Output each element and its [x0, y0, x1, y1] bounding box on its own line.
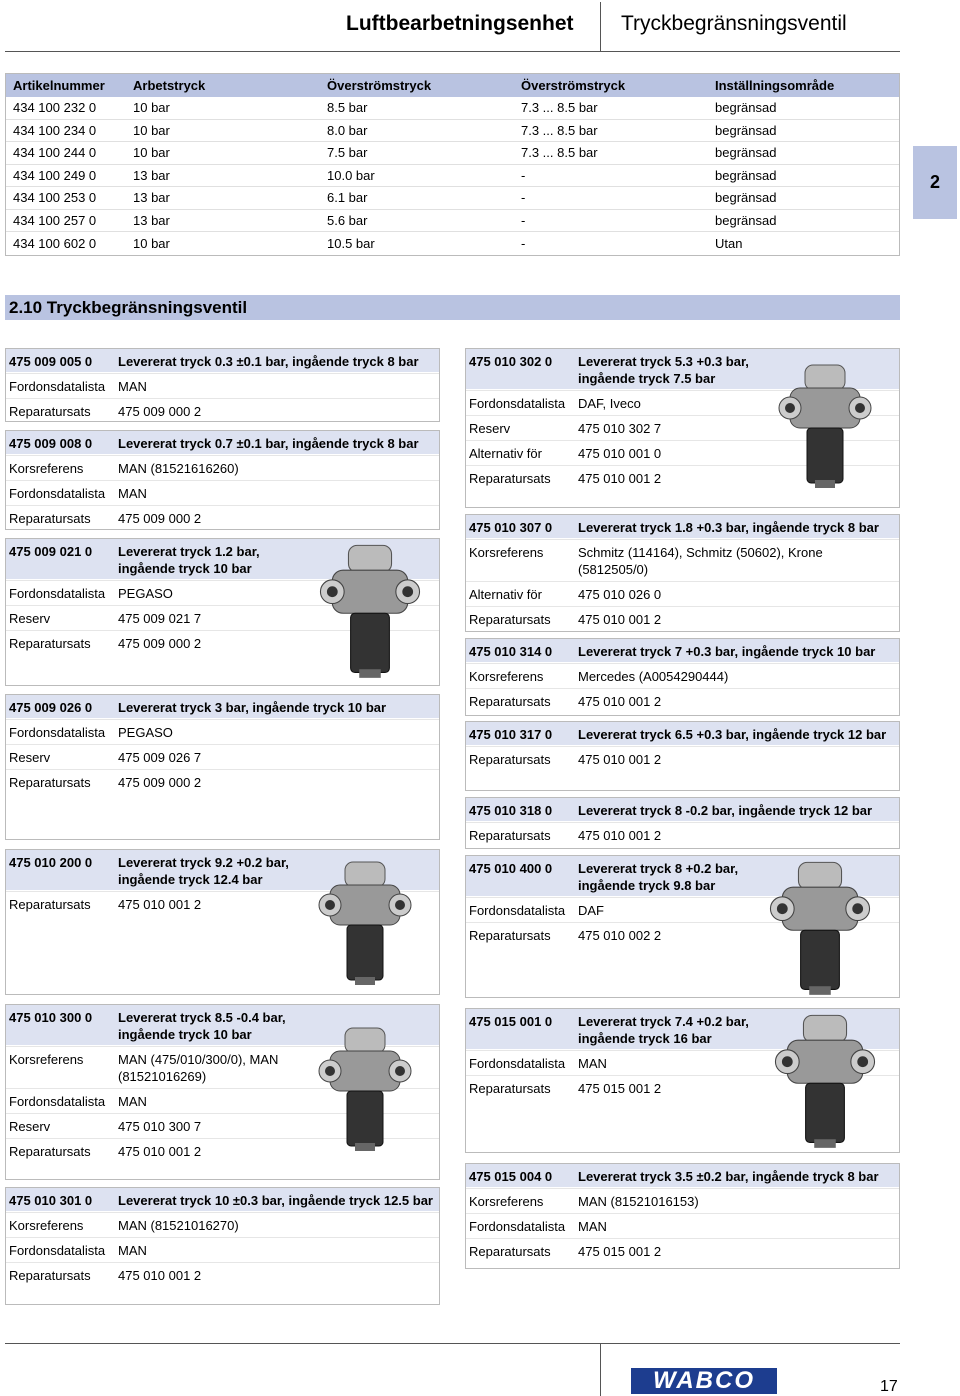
- detail-row: [6, 373, 439, 398]
- product-header: [466, 515, 899, 539]
- product-description: Levererat tryck 5.3 +0.3 bar, ingående tryck 7.5 bar: [578, 354, 749, 386]
- detail-value: 475 010 001 0: [578, 446, 662, 461]
- detail-value: MAN: [118, 1094, 147, 1109]
- product-header: [6, 349, 439, 373]
- footer-rule: [5, 1343, 900, 1344]
- product-description: Levererat tryck 3 bar, ingående tryck 10 bar: [118, 700, 387, 715]
- table-cell: 10.0 bar: [327, 167, 375, 183]
- detail-label: Fordonsdatalista: [469, 396, 566, 411]
- table-cell: -: [521, 235, 526, 251]
- header-title-left: Luftbearbetningsenhet: [346, 12, 574, 35]
- article-number[interactable]: 475 010 200 0: [9, 855, 93, 870]
- detail-value: 475 010 001 2: [578, 694, 662, 709]
- product-description: Levererat tryck 0.7 ±0.1 bar, ingående tryck 8 bar: [118, 436, 419, 451]
- section-title: 2.10 Tryckbegränsningsventil: [5, 295, 900, 320]
- detail-label: Reparatursats: [9, 775, 91, 790]
- product-header: [466, 639, 899, 663]
- product-card: [5, 694, 440, 840]
- chapter-tab[interactable]: 2: [913, 146, 957, 219]
- wabco-logo: WABCO: [631, 1368, 777, 1394]
- product-card: [5, 430, 440, 530]
- article-number[interactable]: 475 010 317 0: [469, 727, 553, 742]
- table-cell: 434 100 257 0: [13, 212, 97, 228]
- detail-value: 475 010 001 2: [578, 752, 662, 767]
- detail-label: Reparatursats: [469, 1081, 551, 1096]
- header-title-right: Tryckbegränsningsventil: [621, 12, 847, 35]
- detail-row: [466, 1238, 899, 1263]
- article-number[interactable]: 475 010 300 0: [9, 1010, 93, 1025]
- valve-product-image: [775, 350, 875, 505]
- detail-value: 475 009 026 7: [118, 750, 202, 765]
- table-row: [6, 210, 899, 233]
- detail-label: Korsreferens: [469, 1194, 544, 1209]
- col-header: Överströmstryck: [327, 78, 432, 93]
- product-description: Levererat tryck 8 -0.2 bar, ingående tryck 12 bar: [578, 803, 873, 818]
- detail-label: Reparatursats: [469, 694, 551, 709]
- detail-value: MAN: [578, 1219, 607, 1234]
- detail-label: Korsreferens: [9, 1218, 84, 1233]
- detail-label: Fordonsdatalista: [469, 1219, 566, 1234]
- detail-value: Schmitz (114164), Schmitz (50602), Krone (5812505/0): [578, 545, 823, 577]
- table-cell: 5.6 bar: [327, 212, 368, 228]
- header-rule: [5, 51, 900, 52]
- valve-product-image: [305, 540, 435, 685]
- detail-label: Reparatursats: [469, 471, 551, 486]
- table-cell: 434 100 253 0: [13, 190, 97, 206]
- detail-label: Alternativ för: [469, 446, 542, 461]
- detail-row: [466, 1188, 899, 1213]
- detail-label: Reparatursats: [9, 1144, 91, 1159]
- detail-label: Reparatursats: [469, 1244, 551, 1259]
- article-number[interactable]: 475 010 301 0: [9, 1193, 93, 1208]
- detail-row: [466, 581, 899, 606]
- col-header: Överströmstryck: [521, 78, 626, 93]
- detail-row: [6, 505, 439, 530]
- product-header: [6, 431, 439, 455]
- detail-value: MAN: [118, 1243, 147, 1258]
- detail-label: Reparatursats: [469, 752, 551, 767]
- spec-table-header: [6, 74, 899, 97]
- detail-row: [466, 746, 899, 771]
- detail-label: Reparatursats: [469, 928, 551, 943]
- article-number[interactable]: 475 010 307 0: [469, 520, 553, 535]
- detail-label: Fordonsdatalista: [9, 725, 106, 740]
- detail-value: 475 009 000 2: [118, 404, 202, 419]
- product-card: [465, 797, 900, 849]
- table-cell: 434 100 249 0: [13, 167, 97, 183]
- product-header: [466, 722, 899, 746]
- detail-value: PEGASO: [118, 725, 173, 740]
- spec-table: [5, 73, 900, 256]
- table-cell: 8.5 bar: [327, 100, 368, 116]
- table-cell: 10 bar: [133, 145, 170, 161]
- detail-value: MAN (81521616260): [118, 461, 239, 476]
- col-header: Artikelnummer: [13, 78, 105, 93]
- detail-label: Fordonsdatalista: [9, 1243, 106, 1258]
- valve-product-image: [315, 1008, 415, 1173]
- product-card: [5, 1187, 440, 1305]
- product-header: [466, 798, 899, 822]
- table-cell: 13 bar: [133, 167, 170, 183]
- valve-product-image: [765, 1010, 885, 1155]
- detail-value: 475 015 001 2: [578, 1244, 662, 1259]
- table-cell: begränsad: [715, 212, 777, 228]
- detail-label: Reserv: [9, 750, 51, 765]
- table-cell: 10 bar: [133, 235, 170, 251]
- article-number[interactable]: 475 009 005 0: [9, 354, 93, 369]
- product-card: [465, 721, 900, 791]
- detail-value: 475 010 001 2: [578, 612, 662, 627]
- table-row: [6, 232, 899, 255]
- article-number[interactable]: 475 009 021 0: [9, 544, 93, 559]
- detail-label: Reserv: [469, 421, 511, 436]
- detail-row: [6, 455, 439, 480]
- table-cell: 434 100 234 0: [13, 122, 97, 138]
- table-cell: 10.5 bar: [327, 235, 375, 251]
- article-number[interactable]: 475 015 001 0: [469, 1014, 553, 1029]
- detail-row: [466, 663, 899, 688]
- detail-label: Reparatursats: [9, 1268, 91, 1283]
- product-description: Levererat tryck 8 +0.2 bar, ingående tryck 9.8 bar: [578, 861, 739, 893]
- detail-value: 475 009 021 7: [118, 611, 202, 626]
- product-header: [6, 695, 439, 719]
- article-number[interactable]: 475 009 008 0: [9, 436, 93, 451]
- product-card: [5, 348, 440, 422]
- product-description: Levererat tryck 7.4 +0.2 bar, ingående tryck 16 bar: [578, 1014, 749, 1046]
- table-cell: begränsad: [715, 167, 777, 183]
- footer-divider: [600, 1343, 601, 1396]
- detail-label: Fordonsdatalista: [9, 1094, 106, 1109]
- detail-row: [466, 539, 899, 581]
- detail-value: 475 009 000 2: [118, 511, 202, 526]
- table-row: [6, 120, 899, 143]
- table-row: [6, 165, 899, 188]
- product-description: Levererat tryck 0.3 ±0.1 bar, ingående tryck 8 bar: [118, 354, 419, 369]
- detail-label: Reparatursats: [9, 511, 91, 526]
- detail-value: 475 015 001 2: [578, 1081, 662, 1096]
- detail-value: 475 010 300 7: [118, 1119, 202, 1134]
- detail-label: Fordonsdatalista: [469, 903, 566, 918]
- table-cell: Utan: [715, 235, 743, 251]
- detail-label: Reparatursats: [9, 897, 91, 912]
- table-cell: begränsad: [715, 190, 777, 206]
- detail-value: 475 010 001 2: [118, 897, 202, 912]
- table-cell: begränsad: [715, 145, 777, 161]
- table-row: [6, 97, 899, 120]
- detail-row: [466, 688, 899, 713]
- detail-value: MAN: [118, 486, 147, 501]
- header-divider: [600, 2, 601, 52]
- detail-label: Korsreferens: [469, 669, 544, 684]
- table-cell: 8.0 bar: [327, 122, 368, 138]
- detail-row: [6, 1237, 439, 1262]
- detail-label: Fordonsdatalista: [9, 379, 106, 394]
- detail-label: Fordonsdatalista: [9, 486, 106, 501]
- table-cell: 13 bar: [133, 190, 170, 206]
- detail-value: PEGASO: [118, 586, 173, 601]
- table-cell: -: [521, 212, 526, 228]
- product-description: Levererat tryck 1.2 bar, ingående tryck 10 bar: [118, 544, 260, 576]
- detail-label: Reparatursats: [469, 612, 551, 627]
- table-cell: 13 bar: [133, 212, 170, 228]
- table-cell: begränsad: [715, 122, 777, 138]
- detail-row: [466, 822, 899, 847]
- article-number[interactable]: 475 009 026 0: [9, 700, 93, 715]
- detail-row: [6, 480, 439, 505]
- product-description: Levererat tryck 3.5 ±0.2 bar, ingående tryck 8 bar: [578, 1169, 879, 1184]
- table-cell: 10 bar: [133, 100, 170, 116]
- detail-value: 475 010 026 0: [578, 587, 662, 602]
- detail-value: 475 009 000 2: [118, 636, 202, 651]
- detail-row: [6, 719, 439, 744]
- detail-row: [6, 1212, 439, 1237]
- table-cell: 7.3 ... 8.5 bar: [521, 122, 598, 138]
- product-card: [465, 638, 900, 716]
- detail-value: MAN: [578, 1056, 607, 1071]
- detail-label: Korsreferens: [469, 545, 544, 560]
- table-row: [6, 142, 899, 165]
- table-cell: 434 100 232 0: [13, 100, 97, 116]
- product-description: Levererat tryck 6.5 +0.3 bar, ingående tryck 12 bar: [578, 727, 887, 742]
- product-card: [465, 1163, 900, 1269]
- detail-label: Reparatursats: [469, 828, 551, 843]
- table-cell: 7.3 ... 8.5 bar: [521, 145, 598, 161]
- detail-value: MAN (81521016153): [578, 1194, 699, 1209]
- detail-label: Reparatursats: [9, 636, 91, 651]
- detail-label: Reserv: [9, 611, 51, 626]
- product-card: [465, 514, 900, 632]
- table-cell: 6.1 bar: [327, 190, 368, 206]
- product-description: Levererat tryck 10 ±0.3 bar, ingående tryck 12.5 bar: [118, 1193, 433, 1208]
- table-cell: 7.3 ... 8.5 bar: [521, 100, 598, 116]
- table-cell: 7.5 bar: [327, 145, 368, 161]
- table-cell: 10 bar: [133, 122, 170, 138]
- detail-row: [6, 1262, 439, 1287]
- product-description: Levererat tryck 8.5 -0.4 bar, ingående tryck 10 bar: [118, 1010, 286, 1042]
- detail-value: 475 009 000 2: [118, 775, 202, 790]
- product-header: [6, 1188, 439, 1212]
- table-cell: 434 100 602 0: [13, 235, 97, 251]
- detail-row: [6, 744, 439, 769]
- detail-value: DAF: [578, 903, 604, 918]
- detail-label: Korsreferens: [9, 461, 84, 476]
- detail-value: DAF, Iveco: [578, 396, 641, 411]
- detail-value: 475 010 001 2: [578, 828, 662, 843]
- article-number[interactable]: 475 010 400 0: [469, 861, 553, 876]
- detail-value: MAN (475/010/300/0), MAN (81521016269): [118, 1052, 279, 1084]
- article-number[interactable]: 475 015 004 0: [469, 1169, 553, 1184]
- detail-row: [466, 606, 899, 631]
- detail-row: [6, 769, 439, 794]
- table-cell: -: [521, 190, 526, 206]
- article-number[interactable]: 475 010 314 0: [469, 644, 553, 659]
- table-cell: begränsad: [715, 100, 777, 116]
- table-row: [6, 187, 899, 210]
- col-header: Inställningsområde: [715, 78, 835, 93]
- detail-value: 475 010 002 2: [578, 928, 662, 943]
- detail-label: Korsreferens: [9, 1052, 84, 1067]
- detail-value: 475 010 001 2: [118, 1268, 202, 1283]
- detail-value: MAN (81521016270): [118, 1218, 239, 1233]
- detail-row: [6, 398, 439, 423]
- product-description: Levererat tryck 1.8 +0.3 bar, ingående tryck 8 bar: [578, 520, 879, 535]
- detail-value: Mercedes (A0054290444): [578, 669, 729, 684]
- detail-value: MAN: [118, 379, 147, 394]
- valve-product-image: [315, 852, 415, 997]
- col-header: Arbetstryck: [133, 78, 206, 93]
- detail-label: Fordonsdatalista: [469, 1056, 566, 1071]
- detail-value: 475 010 302 7: [578, 421, 662, 436]
- detail-value: 475 010 001 2: [118, 1144, 202, 1159]
- valve-product-image: [765, 857, 875, 1002]
- detail-label: Reparatursats: [9, 404, 91, 419]
- detail-label: Fordonsdatalista: [9, 586, 106, 601]
- article-number[interactable]: 475 010 318 0: [469, 803, 553, 818]
- page-number: 17: [880, 1378, 898, 1395]
- product-description: Levererat tryck 7 +0.3 bar, ingående tryck 10 bar: [578, 644, 876, 659]
- article-number[interactable]: 475 010 302 0: [469, 354, 553, 369]
- detail-row: [466, 1213, 899, 1238]
- table-cell: -: [521, 167, 526, 183]
- detail-value: 475 010 001 2: [578, 471, 662, 486]
- detail-label: Reserv: [9, 1119, 51, 1134]
- detail-label: Alternativ för: [469, 587, 542, 602]
- table-cell: 434 100 244 0: [13, 145, 97, 161]
- product-description: Levererat tryck 9.2 +0.2 bar, ingående tryck 12.4 bar: [118, 855, 289, 887]
- product-header: [466, 1164, 899, 1188]
